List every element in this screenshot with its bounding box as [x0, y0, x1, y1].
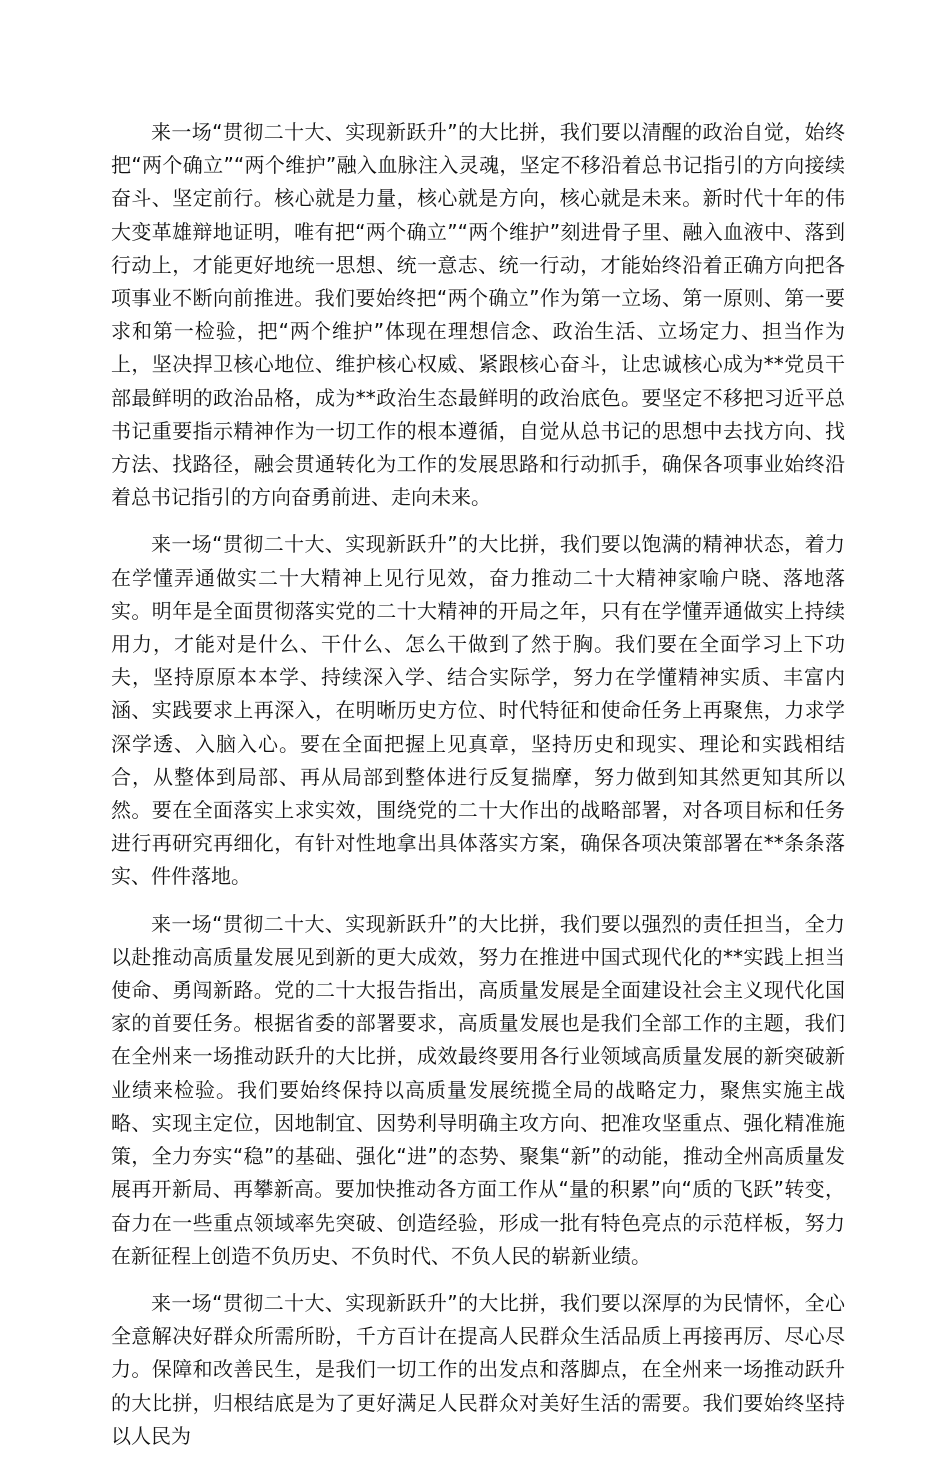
- paragraph-2: 来一场“贯彻二十大、实现新跃升”的大比拼，我们要以饱满的精神状态，着力在学懂弄通做实二十大精神上见行见效，奋力推动二十大精神家喻户晓、落地落实。明年是全面贯彻落实党的二十大精神的开局之年，只有在学懂弄通做实上持续用力，才能对是什么、干什么、怎么干做到了然于胸。我们要在全面学习上下功夫，坚持原原本本学、持续深入学、结合实际学，努力在学懂精神实质、丰富内涵、实践要求上再深入，在明晰历史方位、时代特征和使命任务上再聚焦，力求学深学透、入脑入心。要在全面把握上见真章，坚持历史和现实、理论和实践相结合，从整体到局部、再从局部到整体进行反复揣摩，努力做到知其然更知其所以然。要在全面落实上求实效，围绕党的二十大作出的战略部署，对各项目标和任务进行再研究再细化，有针对性地拿出具体落实方案，确保各项决策部署在**条条落实、件件落地。: [111, 532, 845, 889]
- paragraph-4: 来一场“贯彻二十大、实现新跃升”的大比拼，我们要以深厚的为民情怀，全心全意解决好群众所需所盼，千方百计在提高人民群众生活品质上再接再厉、尽心尽力。保障和改善民生，是我们一切工作的出发点和落脚点，在全州来一场推动跃升的大比拼，归根结底是为了更好满足人民群众对美好生活的需要。我们要始终坚持以人民为: [111, 1290, 845, 1448]
- paragraph-3: 来一场“贯彻二十大、实现新跃升”的大比拼，我们要以强烈的责任担当，全力以赴推动高质量发展见到新的更大成效，努力在推进中国式现代化的**实践上担当使命、勇闯新路。党的二十大报告指出，高质量发展是全面建设社会主义现代化国家的首要任务。根据省委的部署要求，高质量发展也是我们全部工作的主题，我们在全州来一场推动跃升的大比拼，成效最终要用各行业领域高质量发展的新突破新业绩来检验。我们要始终保持以高质量发展统揽全局的战略定力，聚焦实施主战略、实现主定位，因地制宜、因势利导明确主攻方向、把准攻坚重点、强化精准施策，全力夯实“稳”的基础、强化“进”的态势、聚集“新”的动能，推动全州高质量发展再开新局、再攀新高。要加快推动各方面工作从“量的积累”向“质的飞跃”转变，奋力在一些重点领域率先突破、创造经验，形成一批有特色亮点的示范样板，努力在新征程上创造不负历史、不负时代、不负人民的崭新业绩。: [111, 911, 845, 1268]
- paragraph-1: 来一场“贯彻二十大、实现新跃升”的大比拼，我们要以清醒的政治自觉，始终把“两个确立”“两个维护”融入血脉注入灵魂，坚定不移沿着总书记指引的方向接续奋斗、坚定前行。核心就是力量，核心就是方向，核心就是未来。新时代十年的伟大变革雄辩地证明，唯有把“两个确立”“两个维护”刻进骨子里、融入血液中、落到行动上，才能更好地统一思想、统一意志、统一行动，才能始终沿着正确方向把各项事业不断向前推进。我们要始终把“两个确立”作为第一立场、第一原则、第一要求和第一检验，把“两个维护”体现在理想信念、政治生活、立场定力、担当作为上，坚决捍卫核心地位、维护核心权威、紧跟核心奋斗，让忠诚核心成为**党员干部最鲜明的政治品格，成为**政治生态最鲜明的政治底色。要坚定不移把习近平总书记重要指示精神作为一切工作的根本遵循，自觉从总书记的思想中去找方向、找方法、找路径，融会贯通转化为工作的发展思路和行动抓手，确保各项事业始终沿着总书记指引的方向奋勇前进、走向未来。: [111, 120, 845, 510]
- document-body: [111, 116, 845, 1467]
